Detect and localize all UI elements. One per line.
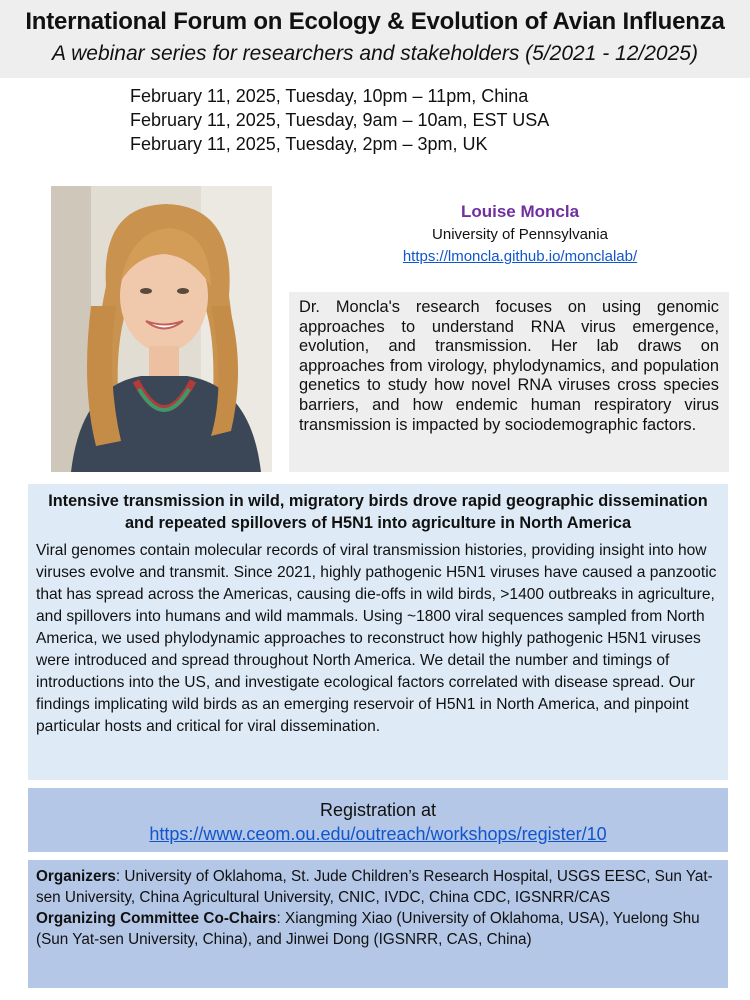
event-times (130, 84, 549, 156)
cochairs-line (36, 908, 720, 950)
speaker-photo (51, 186, 272, 472)
speaker-affiliation: University of Pennsylvania (432, 226, 608, 243)
talk-title: Intensive transmission in wild, migratory birds drove rapid geographic dissemination and repeated spillovers of H5N1 into agriculture in North America (48, 492, 708, 532)
organizers-label: Organizers (36, 868, 116, 885)
time-china: February 11, 2025, Tuesday, 10pm – 11pm, China (130, 86, 529, 106)
registration-panel (28, 788, 728, 852)
cochairs-label: Organizing Committee Co-Chairs (36, 910, 277, 927)
organizers-line (36, 866, 720, 908)
organizers-panel (28, 860, 728, 988)
speaker-portrait-illustration (51, 186, 272, 472)
header-banner (0, 0, 750, 78)
speaker-bio: Dr. Moncla's research focuses on using genomic approaches to understand RNA virus emergence, evolution, and transmission. Her lab draws on approaches from virology, phylodynamics, and population genetics to study how novel RNA viruses cross species barriers, and how endemic human respiratory virus transmission is impacted by sociodemographic factors. (289, 292, 729, 472)
organizers-text: : University of Oklahoma, St. Jude Children’s Research Hospital, USGS EESC, Sun Yat-sen University, China Agricultural University, CNIC, IVDC, China CDC, IGSNRR/CAS (36, 868, 713, 906)
speaker-name: Louise Moncla (460, 202, 580, 221)
registration-label: Registration at (319, 800, 437, 820)
time-uk: February 11, 2025, Tuesday, 2pm – 3pm, UK (130, 134, 488, 154)
time-usa: February 11, 2025, Tuesday, 9am – 10am, EST USA (130, 110, 550, 130)
registration-link[interactable]: https://www.ceom.ou.edu/outreach/workshops/register/10 (149, 824, 607, 844)
speaker-info (290, 200, 750, 268)
page-title: International Forum on Ecology & Evolution of Avian Influenza (25, 8, 725, 35)
abstract-panel (28, 484, 728, 780)
speaker-lab-link[interactable]: https://lmoncla.github.io/monclalab/ (402, 248, 638, 265)
talk-abstract: Viral genomes contain molecular records of viral transmission histories, providing insight into how viruses evolve and transmit. Since 2021, highly pathogenic H5N1 viruses have caused a panzootic that has spread across the Americas, causing die-offs in wild birds, >1400 outbreaks in agriculture, and spillovers into humans and wild mammals. Using ~1800 viral sequences sampled from North America, we used phylodynamic approaches to reconstruct how highly pathogenic H5N1 viruses were introduced and spread throughout North America. We detail the number and timings of introductions into the US, and investigate ecological factors correlated with disease spread. Our findings implicating wild birds as an emerging reservoir of H5N1 in North America, and pinpoint particular hosts and critical for viral dissemination. (36, 542, 717, 735)
cochairs-text: : Xiangming Xiao (University of Oklahoma, USA), Yuelong Shu (Sun Yat-sen University, China), and Jinwei Dong (IGSNRR, CAS, China) (36, 910, 700, 948)
page-subtitle: A webinar series for researchers and stakeholders (5/2021 - 12/2025) (52, 42, 698, 65)
